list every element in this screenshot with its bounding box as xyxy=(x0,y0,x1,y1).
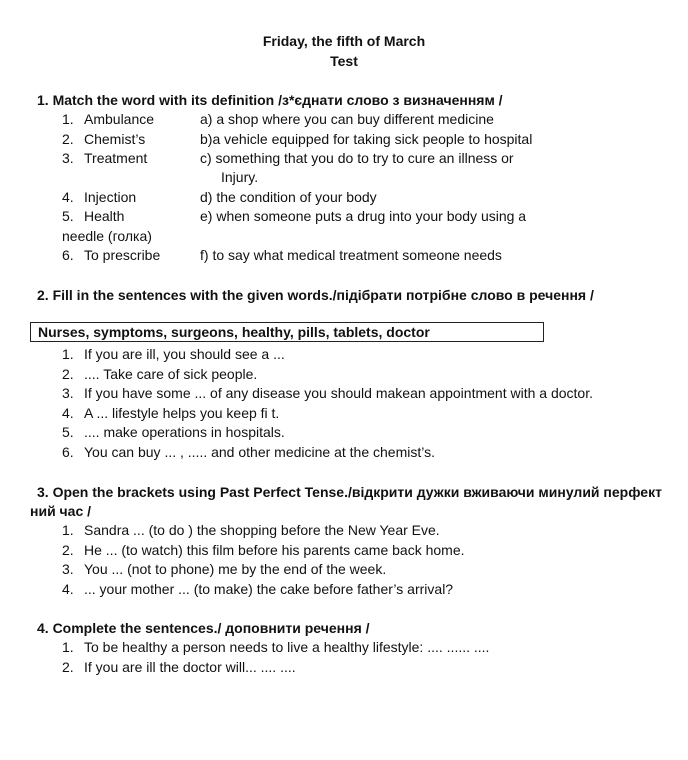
sentence-text: If you are ill, you should see a ... xyxy=(84,346,285,362)
task4-heading: 4. Complete the sentences./ доповнити речення / xyxy=(37,620,370,636)
match-row xyxy=(62,246,672,266)
sentence-text: If you are ill the doctor will... .... .... xyxy=(84,659,296,675)
sentence-row xyxy=(62,560,387,580)
item-number: 2. xyxy=(62,542,74,558)
sentence-row xyxy=(62,580,454,600)
task2-heading: 2. Fill in the sentences with the given words./підібрати потрібне слово в речення / xyxy=(37,287,594,303)
match-definition: c) something that you do to try to cure an illness or xyxy=(200,150,514,166)
item-number: 2. xyxy=(62,659,74,675)
sentence-text: To be healthy a person needs to live a healthy lifestyle: .... ...... .... xyxy=(84,639,490,655)
task1-heading: 1. Match the word with its definition /з*єднати слово з визначенням / xyxy=(37,92,503,108)
match-row xyxy=(62,149,672,169)
task3-heading: 3. Open the brackets using Past Perfect Tense./відкрити дужки вживаючи минулий перфект xyxy=(37,484,662,500)
match-definition: f) to say what medical treatment someone needs xyxy=(200,247,502,263)
sentence-row xyxy=(62,541,465,561)
match-definition: d) the condition of your body xyxy=(200,189,377,205)
match-word: Ambulance xyxy=(84,111,155,127)
match-word: Chemist’s xyxy=(84,131,146,147)
sentence-text: He ... (to watch) this film before his parents came back home. xyxy=(84,542,465,558)
sentence-row xyxy=(62,443,435,463)
item-number: 4. xyxy=(62,405,74,421)
item-number: 5. xyxy=(62,208,74,224)
sentence-text: If you have some ... of any disease you should makean appointment with a doctor. xyxy=(84,385,593,401)
match-row xyxy=(62,188,672,208)
item-number: 3. xyxy=(62,385,74,401)
match-definition: e) when someone puts a drug into your body using a xyxy=(200,208,527,224)
sentence-text: ... your mother ... (to make) the cake before father’s arrival? xyxy=(84,581,454,597)
sentence-row xyxy=(62,404,280,424)
item-number: 6. xyxy=(62,444,74,460)
sentence-row xyxy=(62,658,296,678)
sentence-row xyxy=(62,521,440,541)
match-word: Injection xyxy=(84,189,137,205)
sentence-row xyxy=(62,638,490,658)
sentence-row xyxy=(62,384,593,404)
item-number: 3. xyxy=(62,561,74,577)
match-definition-continued: Injury. xyxy=(221,169,259,185)
match-definition: b)a vehicle equipped for taking sick people to hospital xyxy=(200,131,533,147)
item-number: 5. xyxy=(62,424,74,440)
sentence-text: Sandra ... (to do ) the shopping before the New Year Eve. xyxy=(84,522,440,538)
word-bank-box: Nurses, symptoms, surgeons, healthy, pills, tablets, doctor xyxy=(30,322,544,342)
sentence-text: You can buy ... , ..... and other medicine at the chemist’s. xyxy=(84,444,435,460)
test-title: Test xyxy=(330,53,358,69)
task3-heading-continued: ний час / xyxy=(30,503,92,519)
sentence-row xyxy=(62,423,285,443)
match-definition: a) a shop where you can buy different medicine xyxy=(200,111,494,127)
match-word: Treatment xyxy=(84,150,148,166)
item-number: 2. xyxy=(62,131,74,147)
sentence-row xyxy=(62,365,258,385)
match-word: Health xyxy=(84,208,125,224)
item-number: 1. xyxy=(62,111,74,127)
item-number: 3. xyxy=(62,150,74,166)
match-row xyxy=(62,207,672,227)
sentence-text: You ... (not to phone) me by the end of the week. xyxy=(84,561,387,577)
match-word: To prescribe xyxy=(84,247,161,263)
sentence-text: A ... lifestyle helps you keep fi t. xyxy=(84,405,280,421)
item-number: 1. xyxy=(62,346,74,362)
item-number: 4. xyxy=(62,581,74,597)
item-number: 1. xyxy=(62,639,74,655)
match-row xyxy=(62,110,672,130)
match-row xyxy=(62,130,672,150)
sentence-text: .... make operations in hospitals. xyxy=(84,424,285,440)
sentence-text: .... Take care of sick people. xyxy=(84,366,258,382)
match-word-continued: needle (голка) xyxy=(62,228,152,244)
item-number: 1. xyxy=(62,522,74,538)
item-number: 2. xyxy=(62,366,74,382)
test-date: Friday, the fifth of March xyxy=(262,33,426,49)
item-number: 4. xyxy=(62,189,74,205)
item-number: 6. xyxy=(62,247,74,263)
sentence-row xyxy=(62,345,285,365)
